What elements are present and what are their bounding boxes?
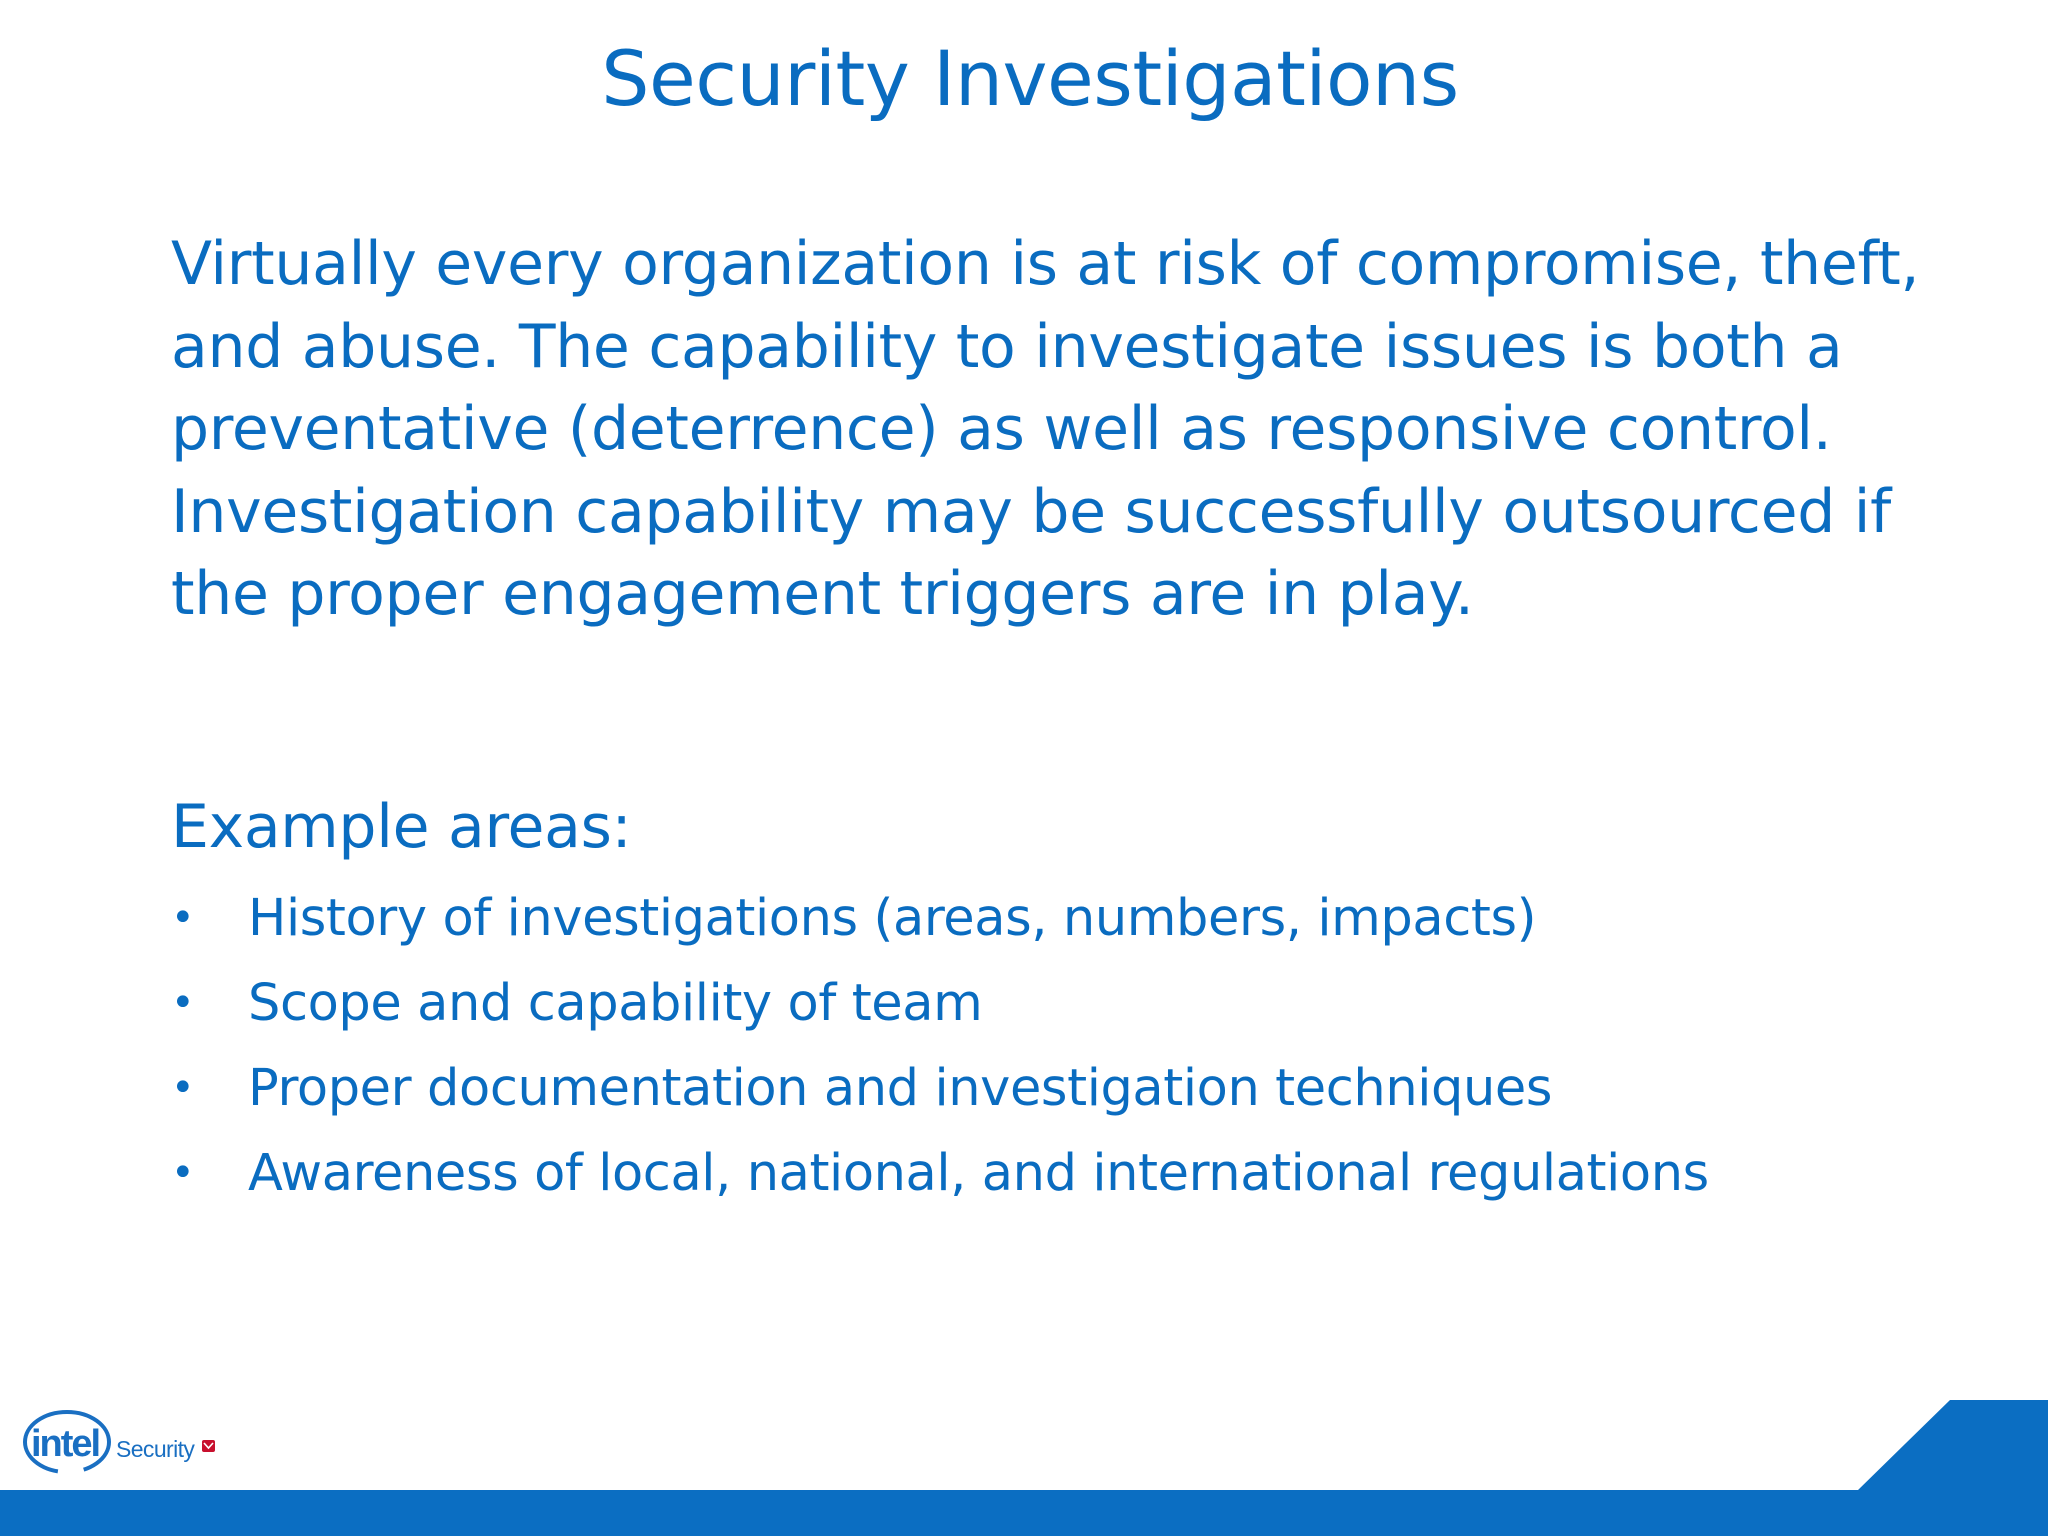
mcafee-shield-icon	[202, 1440, 215, 1452]
example-areas-heading: Example areas:	[171, 792, 632, 862]
body-paragraph: Virtually every organization is at risk of compromise, theft, and abuse. The capability to investigate issues is both a preventative (deterrence) as well as responsive control. Investigation capability may be successfully outsourced if the proper engagement triggers are in play.	[171, 229, 1920, 629]
intel-security-logo	[22, 1400, 222, 1480]
list-item-text: Scope and capability of team	[248, 974, 983, 1033]
logo-product-name: Security	[116, 1436, 195, 1462]
bullet-icon: •	[171, 895, 195, 941]
list-item-text: Proper documentation and investigation techniques	[248, 1059, 1553, 1118]
list-item-text: Awareness of local, national, and international regulations	[248, 1144, 1709, 1203]
bullet-icon: •	[171, 1150, 195, 1196]
logo-wordmark: intel	[31, 1423, 100, 1465]
slide-title: Security Investigations	[601, 34, 1459, 123]
list-item-text: History of investigations (areas, numbers, impacts)	[248, 889, 1537, 948]
footer-band	[0, 1490, 2048, 1536]
bullet-icon: •	[171, 980, 195, 1026]
bullet-icon: •	[171, 1065, 195, 1111]
